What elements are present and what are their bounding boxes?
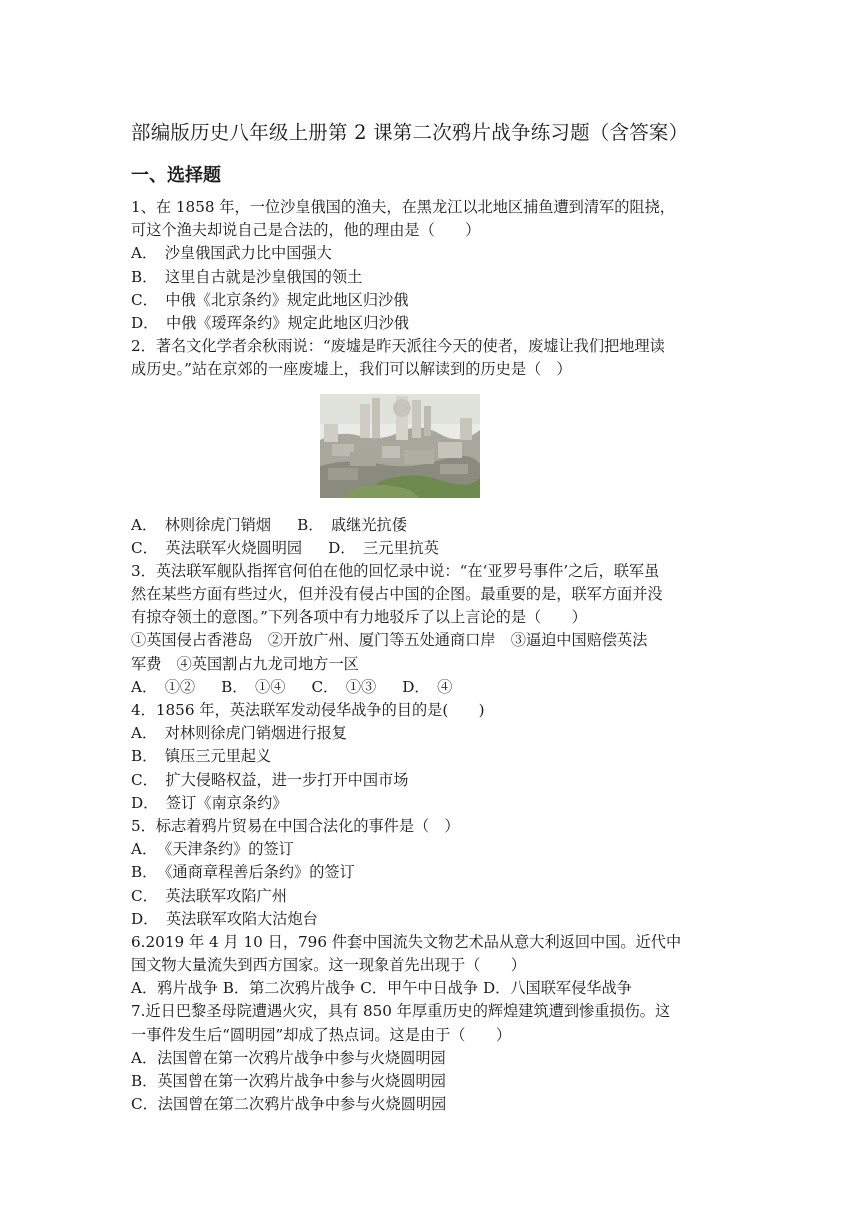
question-stem: 3．英法联军舰队指挥官何伯在他的回忆录中说：“在‘亚罗号事件’之后，联军虽	[131, 561, 660, 580]
option-b: B． 戚继光抗倭	[297, 515, 407, 534]
option-c: C． 英法联军火烧圆明园	[131, 538, 303, 557]
question-stem: 5．标志着鸦片贸易在中国合法化的事件是（ ）	[131, 816, 460, 835]
options-row	[131, 537, 731, 560]
question-stem: 成历史。”站在京郊的一座废墟上，我们可以解读到的历史是（ ）	[131, 360, 572, 379]
options-row	[131, 514, 731, 537]
option-c: C．法国曾在第二次鸦片战争中参与火烧圆明园	[131, 1095, 447, 1114]
option-b: B． ①④	[221, 677, 286, 696]
question-5	[131, 815, 731, 931]
option-a: A． ①②	[131, 677, 196, 696]
question-list	[131, 196, 731, 1116]
question-6	[131, 931, 731, 1001]
option-b: B．英国曾在第一次鸦片战争中参与火烧圆明园	[131, 1072, 446, 1090]
option-d: D． 英法联军攻陷大沽炮台	[131, 909, 318, 928]
image-container	[131, 382, 731, 514]
option-d: D． 三元里抗英	[328, 538, 439, 557]
question-stem: 6.2019 年 4 月 10 日，796 件套中国流失文物艺术品从意大利返回中国。近代中	[131, 932, 682, 951]
question-stem: 4．1856 年，英法联军发动侵华战争的目的是( )	[131, 701, 485, 719]
question-items: 军费 ④英国割占九龙司地方一区	[131, 654, 359, 673]
question-items: ①英国侵占香港岛 ②开放广州、厦门等五处通商口岸 ③逼迫中国赔偿英法	[131, 631, 648, 650]
question-stem: 1、在 1858 年，一位沙皇俄国的渔夫，在黑龙江以北地区捕鱼遭到清军的阻挠，	[131, 198, 675, 216]
option-d: D． 签订《南京条约》	[131, 793, 288, 812]
options-row	[131, 676, 731, 699]
options-row: A．鸦片战争 B．第二次鸦片战争 C．甲午中日战争 D．八国联军侵华战争	[131, 979, 632, 998]
question-stem: 一事件发生后“圆明园”却成了热点词。这是由于（ ）	[131, 1025, 512, 1044]
option-b: B． 这里自古就是沙皇俄国的领土	[131, 267, 363, 286]
option-a: A． 林则徐虎门销烟	[131, 515, 272, 534]
section-heading: 一、选择题	[131, 165, 221, 186]
option-d: D． 中俄《瑷珲条约》规定此地区归沙俄	[131, 313, 409, 332]
question-1	[131, 196, 731, 335]
question-stem: 7.近日巴黎圣母院遭遇火灾，具有 850 年厚重历史的辉煌建筑遭到惨重损伤。这	[131, 1002, 671, 1021]
option-a: A．法国曾在第一次鸦片战争中参与火烧圆明园	[131, 1048, 446, 1067]
option-c: C． 中俄《北京条约》规定此地区归沙俄	[131, 290, 409, 309]
question-4	[131, 699, 731, 815]
question-stem: 然在某些方面有些过火，但并没有侵占中国的企图。最重要的是，联军方面并没	[131, 585, 663, 604]
ruins-photo	[320, 394, 480, 498]
page-title: 部编版历史八年级上册第 2 课第二次鸦片战争练习题（含答案）	[131, 121, 689, 144]
option-b: B． 镇压三元里起义	[131, 747, 272, 766]
question-stem: 可这个渔夫却说自己是合法的，他的理由是（ ）	[131, 221, 481, 240]
question-stem: 2．著名文化学者余秋雨说：“废墟是昨天派往今天的使者，废墟让我们把地理读	[131, 337, 665, 356]
question-3	[131, 560, 731, 699]
option-c: C． 扩大侵略权益，进一步打开中国市场	[131, 770, 409, 789]
question-stem: 国文物大量流失到西方国家。这一现象首先出现于（ ）	[131, 956, 526, 975]
option-a: A． 《天津条约》的签订	[131, 840, 294, 859]
option-d: D． ④	[402, 677, 453, 696]
question-7	[131, 1000, 731, 1116]
question-stem: 有掠夺领土的意图。”下列各项中有力地驳斥了以上言论的是（ ）	[131, 608, 587, 627]
option-a: A． 对林则徐虎门销烟进行报复	[131, 724, 347, 743]
option-a: A． 沙皇俄国武力比中国强大	[131, 244, 332, 263]
option-c: C． ①③	[311, 677, 377, 696]
question-2	[131, 335, 731, 560]
option-b: B． 《通商章程善后条约》的签订	[131, 863, 355, 882]
option-c: C． 英法联军攻陷广州	[131, 886, 287, 905]
